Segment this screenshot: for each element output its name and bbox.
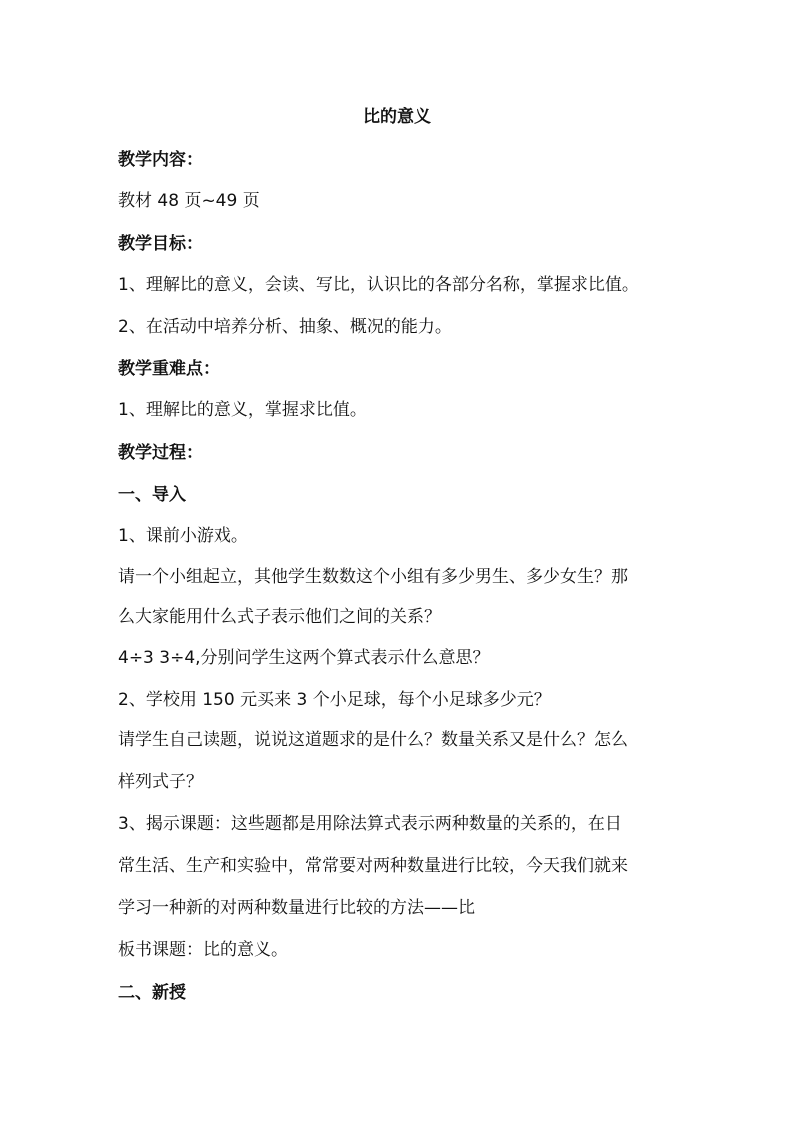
goals-heading: 教学目标：: [118, 234, 203, 254]
section-1-item-3-line-3: 学习一种新的对两种数量进行比较的方法——比: [118, 898, 475, 918]
section-2-heading: 二、新授: [118, 983, 186, 1003]
process-heading: 教学过程：: [118, 443, 203, 463]
goal-1: 1、理解比的意义，会读、写比，认识比的各部分名称，掌握求比值。: [118, 275, 639, 295]
section-1-item-1: 1、课前小游戏。: [118, 526, 248, 546]
section-1-paragraph-2-line-1: 请学生自己读题，说说这道题求的是什么？数量关系又是什么？怎么: [118, 730, 628, 750]
document-title: 比的意义: [363, 107, 431, 127]
section-1-item-3-line-1: 3、揭示课题：这些题都是用除法算式表示两种数量的关系的，在日: [118, 814, 622, 834]
key-point-1: 1、理解比的意义，掌握求比值。: [118, 400, 367, 420]
content-heading: 教学内容：: [118, 150, 203, 170]
section-1-item-3-line-2: 常生活、生产和实验中，常常要对两种数量进行比较，今天我们就来: [118, 856, 628, 876]
key-heading: 教学重难点：: [118, 359, 220, 379]
section-1-paragraph-2-line-2: 样列式子？: [118, 772, 203, 792]
section-1-paragraph-1-line-2: 么大家能用什么式子表示他们之间的关系？: [118, 607, 441, 627]
content-text: 教材 48 页~49 页: [118, 191, 260, 211]
section-1-formula: 4÷3 3÷4,分别问学生这两个算式表示什么意思？: [118, 648, 490, 668]
goal-2: 2、在活动中培养分析、抽象、概况的能力。: [118, 317, 452, 337]
section-1-board-title: 板书课题：比的意义。: [118, 940, 288, 960]
section-1-item-2: 2、学校用 150 元买来 3 个小足球，每个小足球多少元？: [118, 690, 551, 710]
section-1-heading: 一、导入: [118, 485, 186, 505]
section-1-paragraph-1-line-1: 请一个小组起立，其他学生数数这个小组有多少男生、多少女生？那: [118, 567, 628, 587]
